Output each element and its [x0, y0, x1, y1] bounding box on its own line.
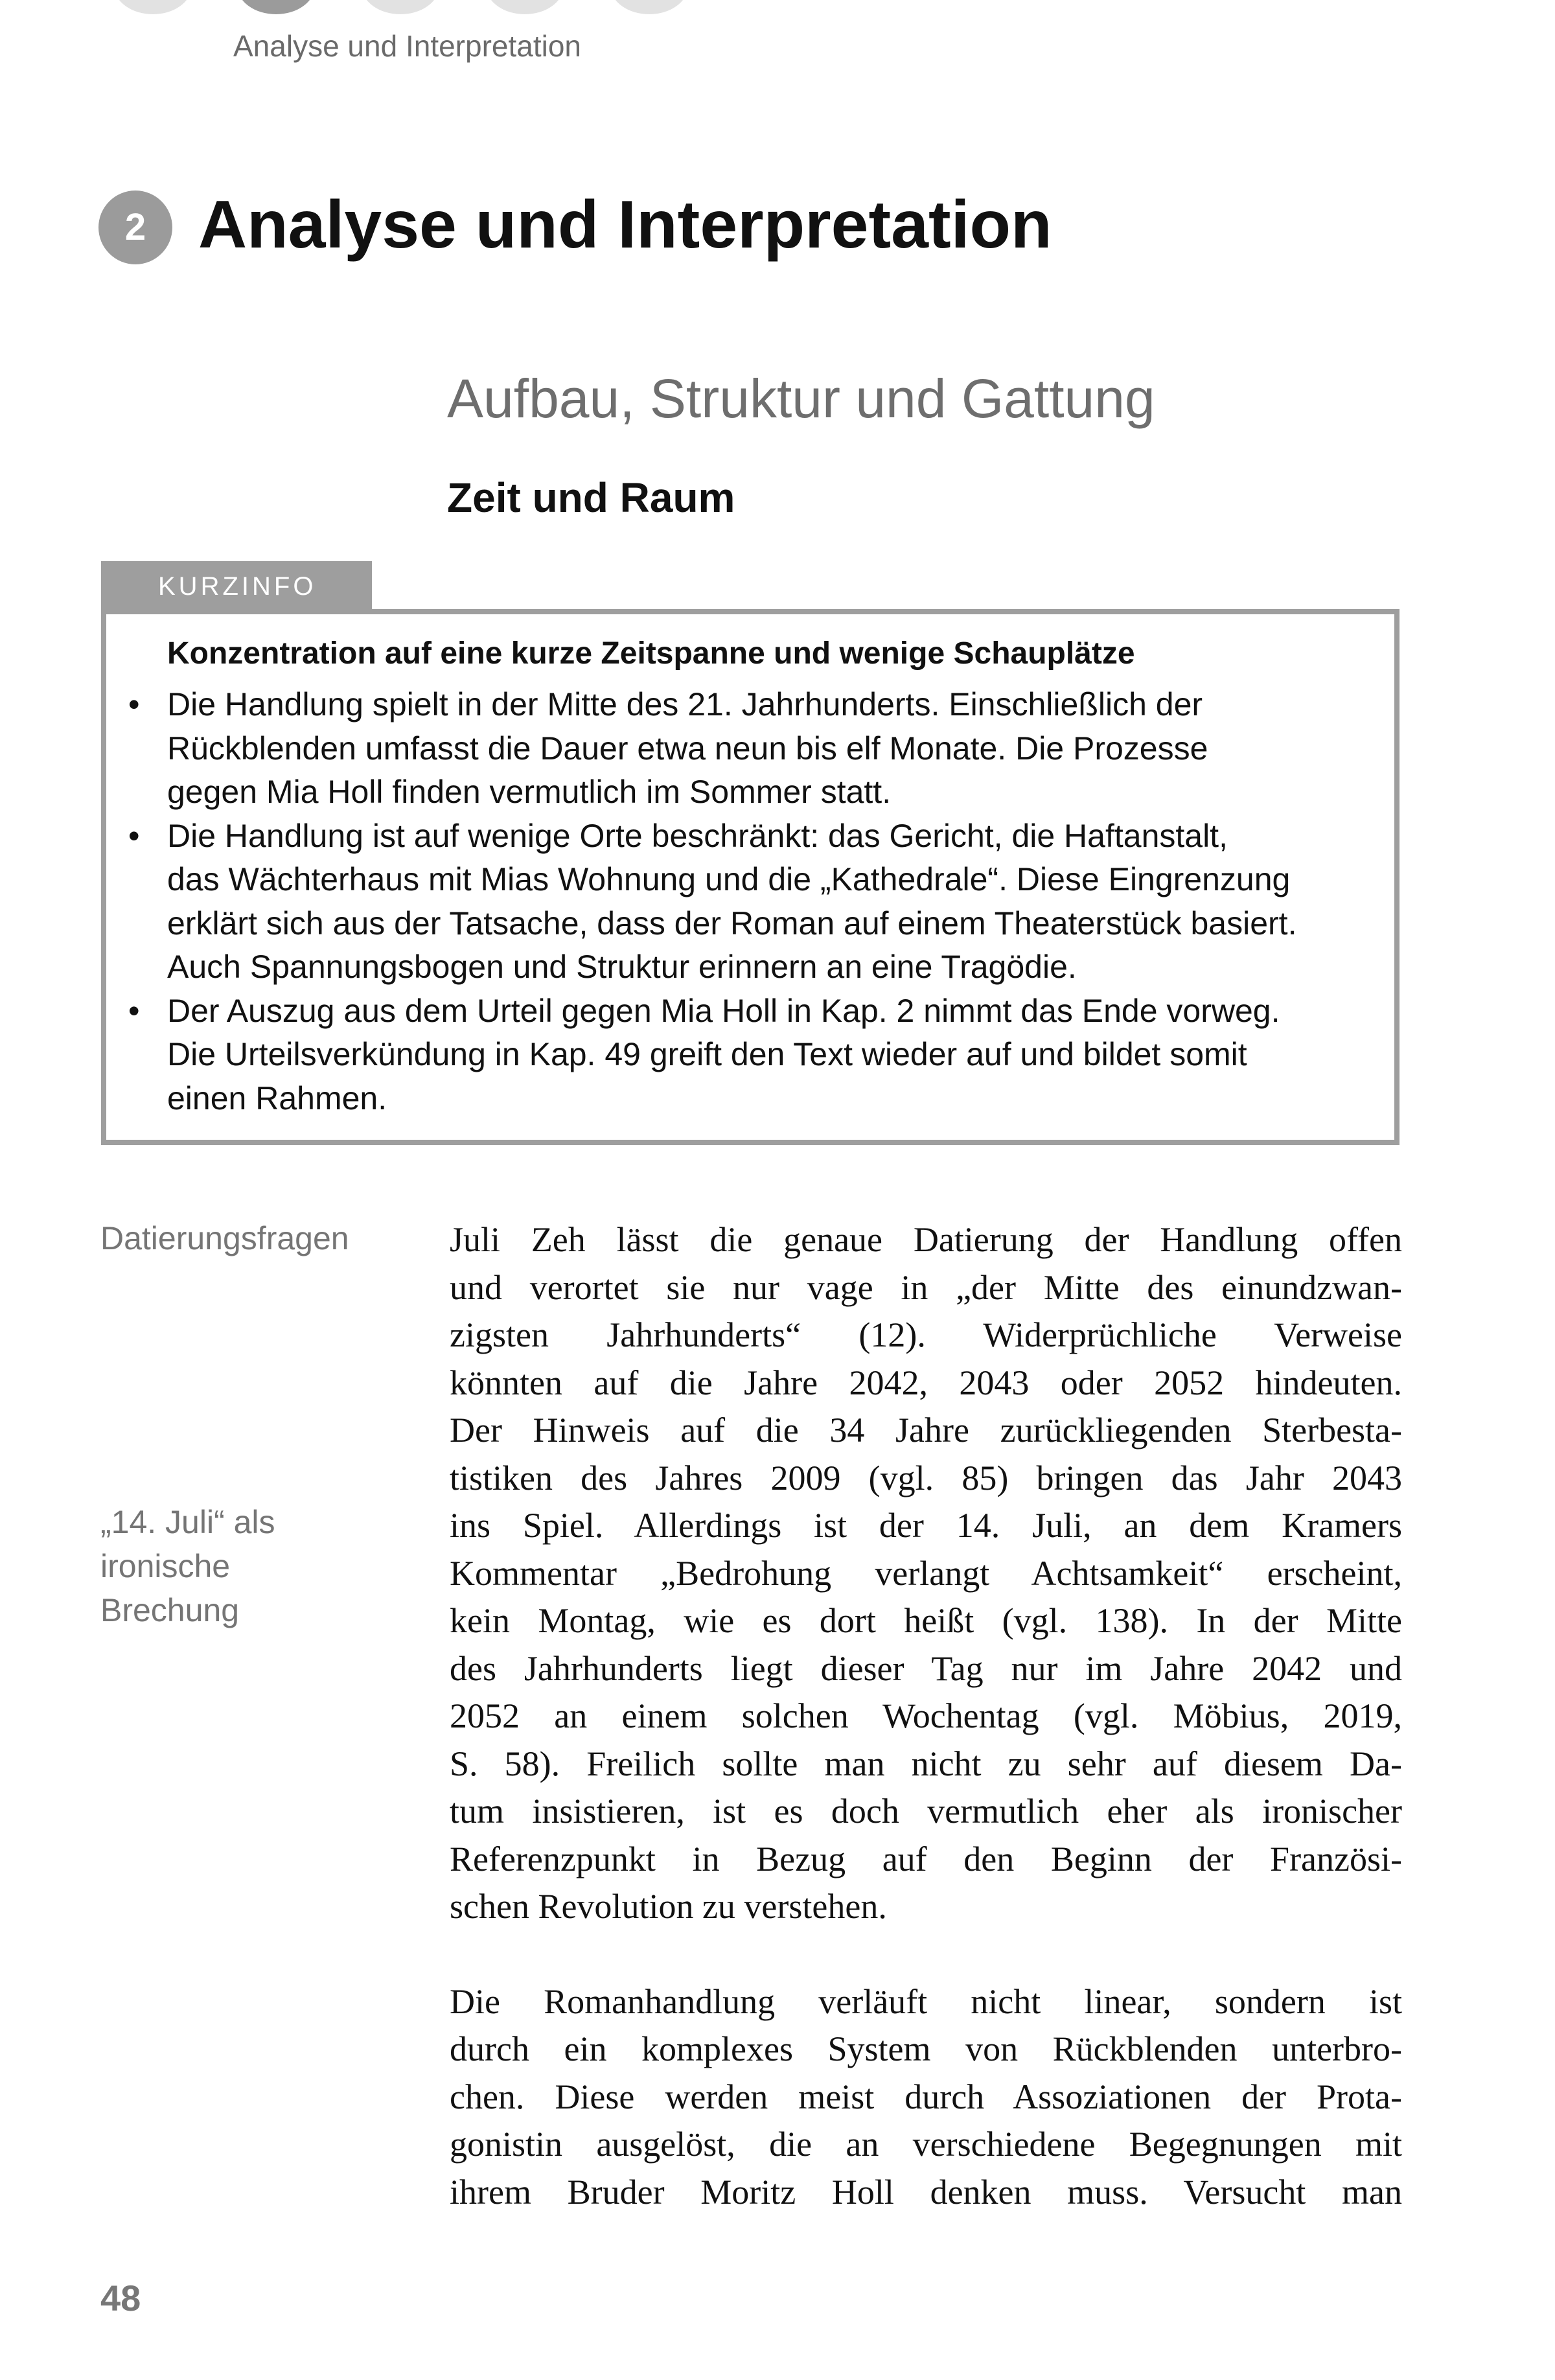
kurzinfo-item-line: Rückblenden umfasst die Dauer etwa neun bis elf Monate. Die Prozesse — [167, 730, 1208, 767]
body-line: chen. Diese werden meist durch Assoziationen der Prota- — [450, 2077, 1402, 2116]
kurzinfo-list — [128, 683, 1368, 1120]
page-number: 48 — [100, 2278, 141, 2318]
body-line: Referenzpunkt in Bezug auf den Beginn der Französi- — [450, 1839, 1402, 1878]
main-content — [100, 1216, 1403, 2216]
chapter-dot-2-active[interactable] — [237, 0, 315, 14]
chapter-dot-5[interactable] — [610, 0, 688, 14]
kurzinfo-item-line: Der Auszug aus dem Urteil gegen Mia Holl in Kap. 2 nimmt das Ende vorweg. — [167, 992, 1280, 1029]
body-line: kein Montag, wie es dort heißt (vgl. 138). In der Mitte — [450, 1601, 1402, 1640]
body-paragraph-1 — [450, 1216, 1402, 1931]
margin-note-line: „14. Juli“ als — [100, 1504, 275, 1540]
body-line: durch ein komplexes System von Rückblenden unterbro- — [450, 2029, 1402, 2068]
text-column — [450, 1216, 1402, 2216]
body-line: ihrem Bruder Moritz Holl denken muss. Versucht man — [450, 2172, 1402, 2212]
margin-note-line: Datierungsfragen — [100, 1220, 349, 1256]
body-line: und verortet sie nur vage in „der Mitte des einundzwan- — [450, 1267, 1402, 1307]
body-line: 2052 an einem solchen Wochentag (vgl. Möbius, 2019, — [450, 1696, 1402, 1735]
content-row — [100, 1216, 1403, 2216]
body-line: tistiken des Jahres 2009 (vgl. 85) bringen das Jahr 2043 — [450, 1458, 1402, 1497]
bullet-icon: • — [128, 686, 140, 722]
body-line: Juli Zeh lässt die genaue Datierung der Handlung offen — [450, 1220, 1402, 1259]
margin-note-datierungsfragen — [100, 1216, 424, 1260]
kurzinfo-item-line: Auch Spannungsbogen und Struktur erinnern an eine Tragödie. — [167, 949, 1077, 985]
body-line: gonistin ausgelöst, die an verschiedene Begegnungen mit — [450, 2125, 1402, 2164]
chapter-dot-1[interactable] — [114, 0, 192, 14]
kurzinfo-label: KURZINFO — [101, 561, 372, 612]
chapter-title: Analyse und Interpretation — [198, 187, 1052, 262]
chapter-number-badge: 2 — [98, 191, 172, 264]
kurzinfo-item — [128, 683, 1368, 815]
kurzinfo-heading: Konzentration auf eine kurze Zeitspanne und wenige Schauplätze — [167, 636, 1135, 671]
margin-note-line: Brechung — [100, 1592, 240, 1628]
margin-column — [100, 1216, 424, 1632]
section-title: Aufbau, Struktur und Gattung — [447, 368, 1155, 429]
kurzinfo-item-line: einen Rahmen. — [167, 1080, 387, 1116]
subsection-title: Zeit und Raum — [447, 474, 735, 521]
bullet-icon: • — [128, 817, 140, 854]
kurzinfo — [101, 561, 1400, 1145]
body-line: zigsten Jahrhunderts“ (12). Widerprüchliche Verweise — [450, 1315, 1402, 1354]
kurzinfo-item-line: gegen Mia Holl finden vermutlich im Sommer statt. — [167, 774, 892, 810]
body-line: Der Hinweis auf die 34 Jahre zurückliegenden Sterbesta- — [450, 1411, 1402, 1450]
body-line: ins Spiel. Allerdings ist der 14. Juli, an dem Kramers — [450, 1506, 1402, 1545]
body-line: des Jahrhunderts liegt dieser Tag nur im Jahre 2042 und — [450, 1648, 1402, 1688]
chapter-dot-3[interactable] — [362, 0, 439, 14]
kurzinfo-item — [128, 815, 1368, 989]
chapter-dot-4[interactable] — [486, 0, 564, 14]
body-line: S. 58). Freilich sollte man nicht zu sehr auf diesem Da- — [450, 1744, 1402, 1783]
kurzinfo-item-line: Die Urteilsverkündung in Kap. 49 greift den Text wieder auf und bildet somit — [167, 1036, 1247, 1072]
running-head: Analyse und Interpretation — [233, 29, 582, 63]
margin-note-14-juli — [100, 1500, 424, 1632]
margin-note-line: ironische — [100, 1548, 231, 1584]
kurzinfo-item-line: Die Handlung ist auf wenige Orte beschränkt: das Gericht, die Haftanstalt, — [167, 817, 1228, 854]
bullet-icon: • — [128, 992, 140, 1029]
kurzinfo-item-line: erklärt sich aus der Tatsache, dass der Roman auf einem Theaterstück basiert. — [167, 905, 1297, 942]
body-line: schen Revolution zu verstehen. — [450, 1887, 887, 1926]
body-line: könnten auf die Jahre 2042, 2043 oder 2052 hindeuten. — [450, 1363, 1402, 1402]
body-line: Kommentar „Bedrohung verlangt Achtsamkeit“ erscheint, — [450, 1553, 1402, 1593]
body-line: tum insistieren, ist es doch vermutlich eher als ironischer — [450, 1792, 1402, 1831]
body-line: Die Romanhandlung verläuft nicht linear, sondern ist — [450, 1981, 1402, 2021]
kurzinfo-box — [101, 609, 1400, 1145]
kurzinfo-item-line: Die Handlung spielt in der Mitte des 21. Jahrhunderts. Einschließlich der — [167, 686, 1203, 722]
kurzinfo-item-line: das Wächterhaus mit Mias Wohnung und die „Kathedrale“. Diese Eingrenzung — [167, 861, 1291, 897]
body-paragraph-2 — [450, 1978, 1402, 2217]
kurzinfo-item — [128, 989, 1368, 1121]
